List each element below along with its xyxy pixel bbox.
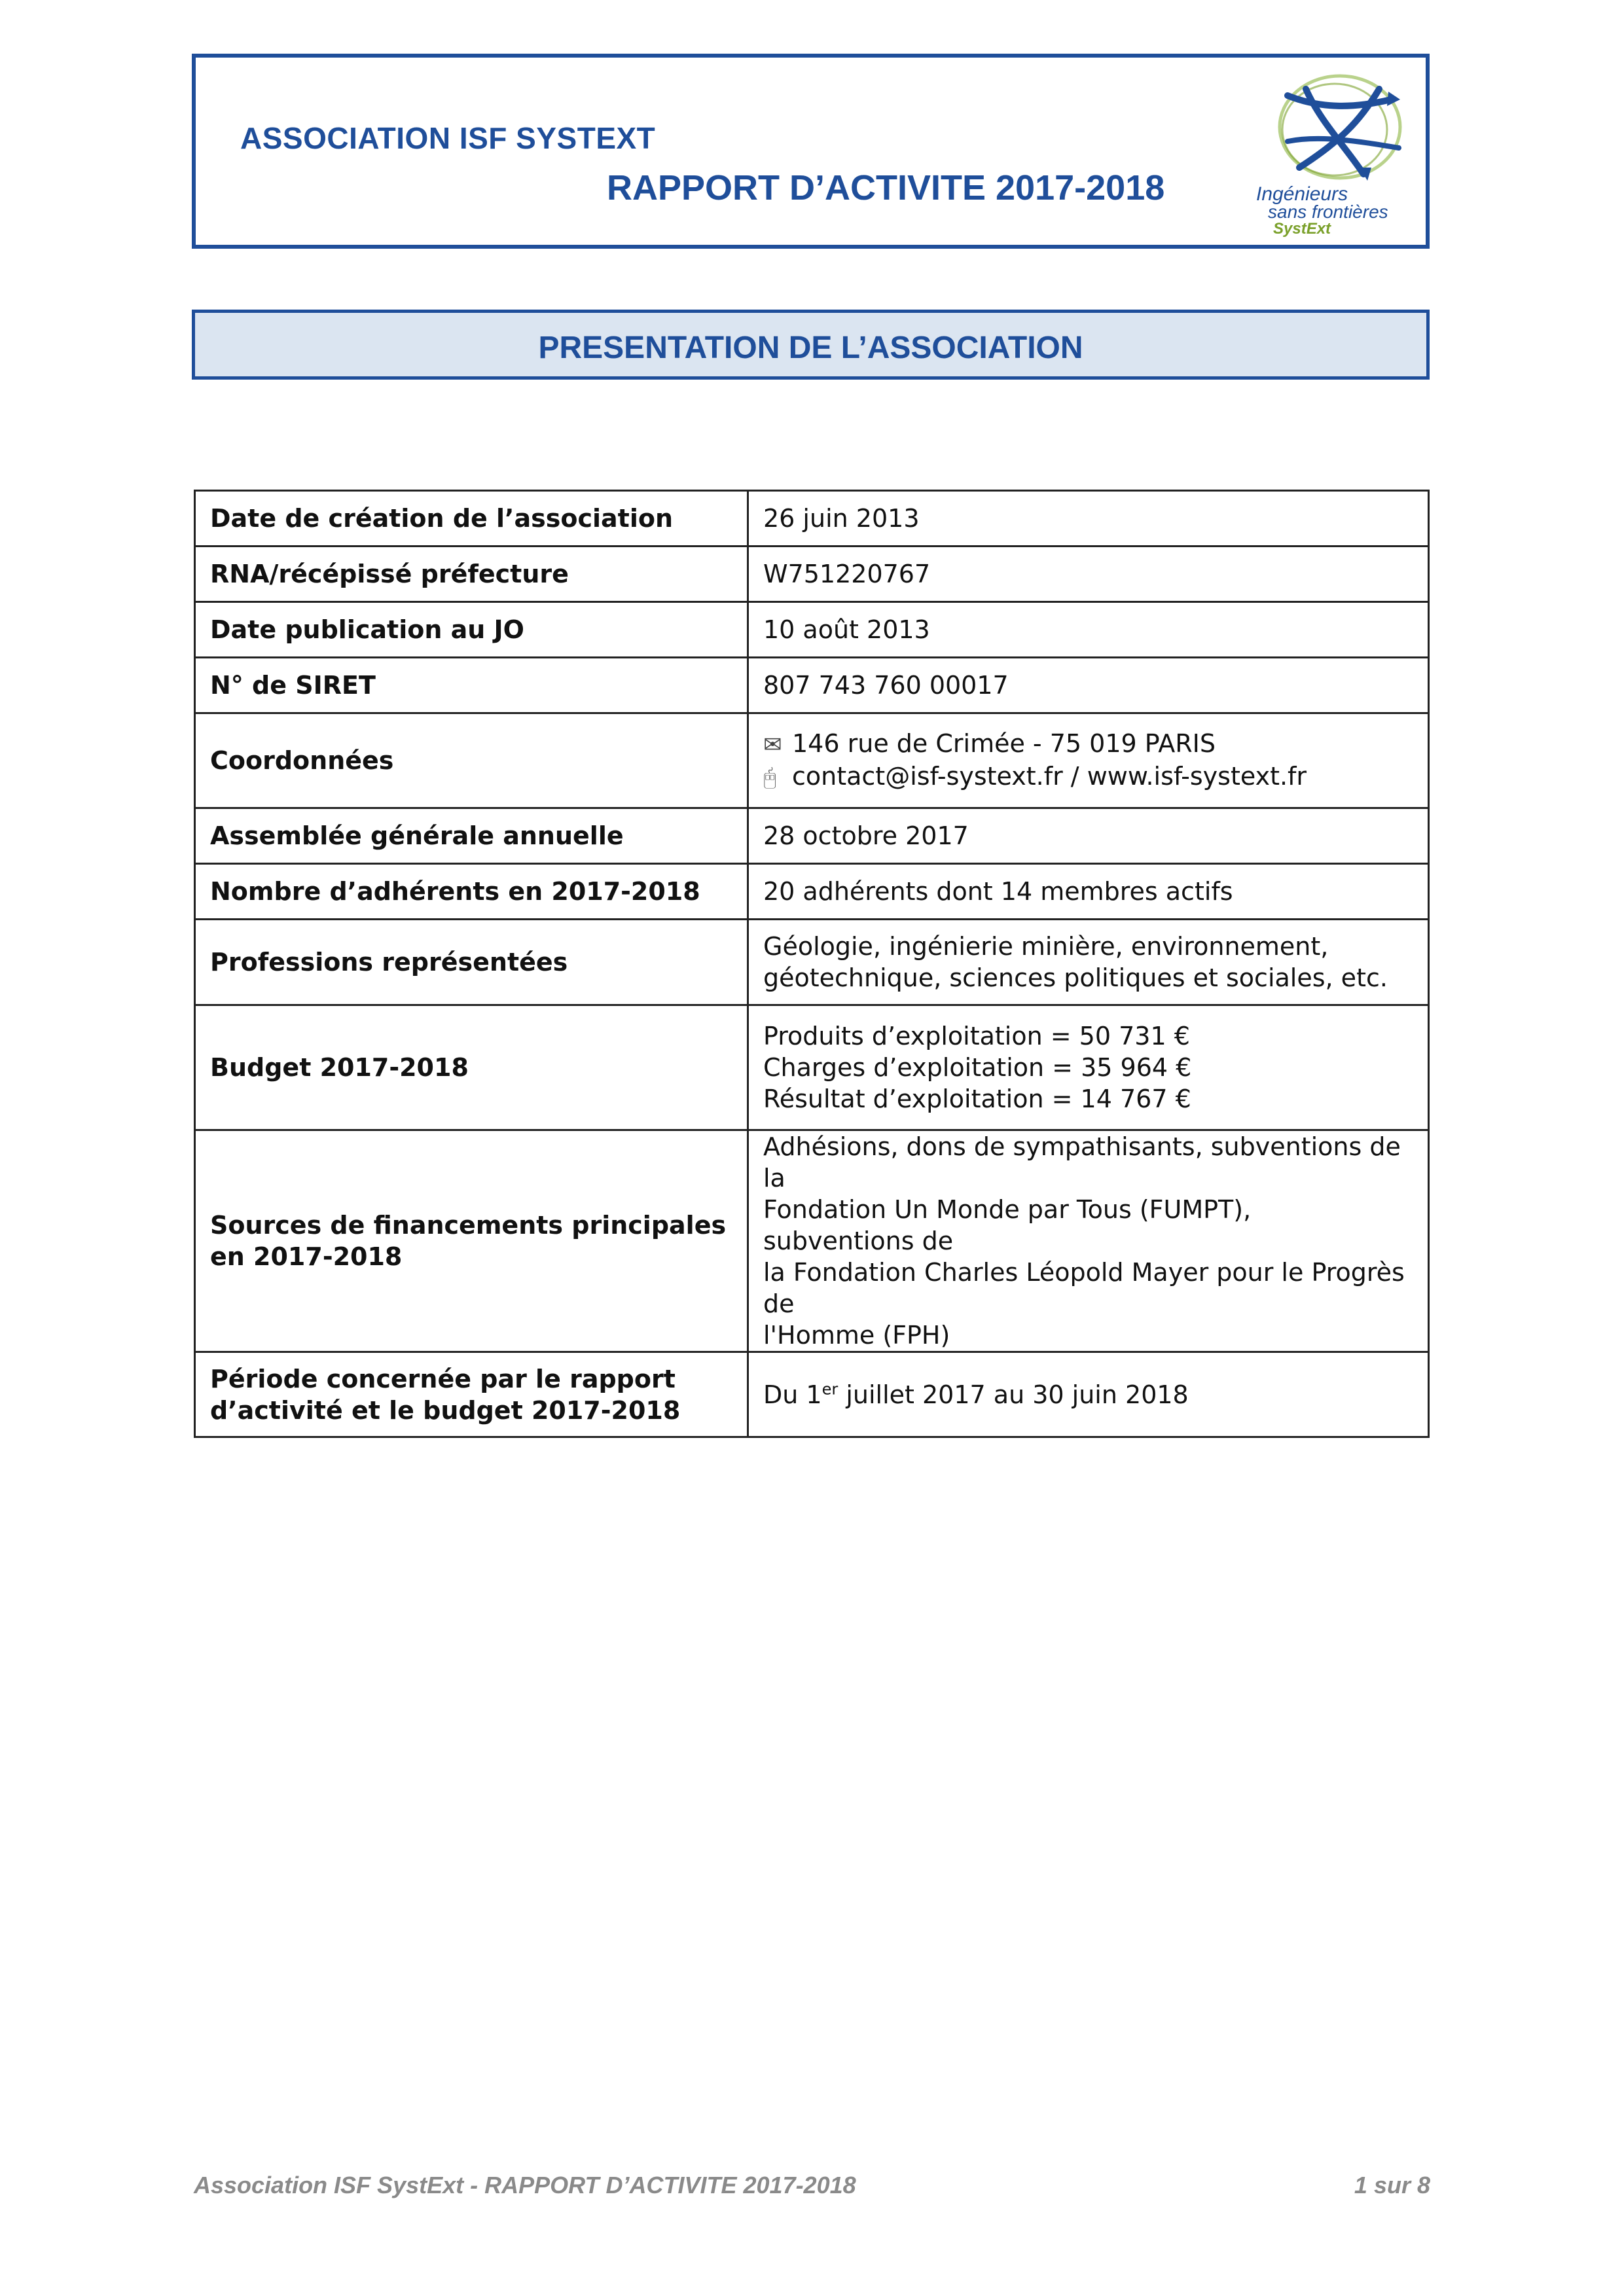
- value-line: l'Homme (FPH): [763, 1321, 950, 1350]
- isf-systext-logo: [1248, 69, 1416, 241]
- table-row: [195, 713, 1429, 808]
- value-line: Produits d’exploitation = 50 731 €: [763, 1022, 1190, 1050]
- row-value: 28 octobre 2017: [748, 808, 1429, 864]
- table-row: [195, 1005, 1429, 1130]
- value-line: Charges d’exploitation = 35 964 €: [763, 1053, 1192, 1082]
- table-row: [195, 920, 1429, 1005]
- report-title: RAPPORT D’ACTIVITE 2017-2018: [607, 168, 1165, 207]
- row-label: Professions représentées: [195, 920, 748, 1005]
- table-row: [195, 658, 1429, 713]
- row-value: 26 juin 2013: [748, 491, 1429, 547]
- table-row: [195, 602, 1429, 658]
- association-name: ASSOCIATION ISF SYSTEXT: [240, 121, 656, 155]
- row-value: 20 adhérents dont 14 membres actifs: [748, 864, 1429, 920]
- row-label: RNA/récépissé préfecture: [195, 547, 748, 602]
- row-label: Date de création de l’association: [195, 491, 748, 547]
- row-label: Budget 2017-2018: [195, 1005, 748, 1130]
- period-rest: juillet 2017 au 30 juin 2018: [838, 1380, 1189, 1409]
- logo-text-line2: sans frontières: [1268, 202, 1388, 222]
- row-label: Date publication au JO: [195, 602, 748, 658]
- row-label: Coordonnées: [195, 713, 748, 808]
- report-header: [192, 54, 1430, 249]
- section-title: PRESENTATION DE L’ASSOCIATION: [538, 331, 1083, 365]
- period-start: Du 1: [763, 1380, 822, 1409]
- row-value: 10 août 2013: [748, 602, 1429, 658]
- value-line: Résultat d’exploitation = 14 767 €: [763, 1085, 1191, 1113]
- row-label: [195, 1352, 748, 1437]
- table-row: [195, 808, 1429, 864]
- label-line: Période concernée par le rapport: [210, 1364, 676, 1393]
- table-row: [195, 1130, 1429, 1352]
- value-line: Adhésions, dons de sympathisants, subventions de la: [763, 1132, 1401, 1193]
- row-label: Assemblée générale annuelle: [195, 808, 748, 864]
- value-line: Géologie, ingénierie minière, environnement,: [763, 932, 1329, 961]
- row-value: W751220767: [748, 547, 1429, 602]
- footer-title: Association ISF SystExt - RAPPORT D’ACTIVITE 2017-2018: [194, 2172, 856, 2198]
- row-value: [748, 713, 1429, 808]
- label-line: d’activité et le budget 2017-2018: [210, 1395, 681, 1425]
- table-row: [195, 547, 1429, 602]
- envelope-icon: ✉: [763, 732, 782, 758]
- value-line: la Fondation Charles Léopold Mayer pour le Progrès de: [763, 1258, 1405, 1318]
- logo-text-line3: SystExt: [1273, 220, 1331, 238]
- address-text: 146 rue de Crimée - 75 019 PARIS: [792, 729, 1216, 758]
- logo-text-line1: Ingénieurs: [1256, 183, 1348, 205]
- row-label: [195, 1130, 748, 1352]
- contact-text[interactable]: contact@isf-systext.fr / www.isf-systext.fr: [792, 762, 1307, 791]
- table-row: [195, 864, 1429, 920]
- contact-line: [763, 761, 1408, 793]
- table-row: [195, 1352, 1429, 1437]
- value-line: Fondation Un Monde par Tous (FUMPT), subventions de: [763, 1195, 1252, 1255]
- address-line: [763, 728, 1408, 761]
- page-number: 1 sur 8: [1354, 2172, 1430, 2198]
- row-label: N° de SIRET: [195, 658, 748, 713]
- mouse-icon: 🖰: [763, 764, 777, 791]
- value-line: géotechnique, sciences politiques et sociales, etc.: [763, 963, 1388, 992]
- row-value: 807 743 760 00017: [748, 658, 1429, 713]
- ordinal-suffix: er: [821, 1379, 839, 1398]
- row-value: [748, 1130, 1429, 1352]
- row-label: Nombre d’adhérents en 2017-2018: [195, 864, 748, 920]
- row-value: [748, 1005, 1429, 1130]
- section-banner: [192, 310, 1430, 380]
- association-info-table: [194, 490, 1430, 1438]
- row-value: [748, 920, 1429, 1005]
- label-line: Sources de financements principales: [210, 1211, 727, 1240]
- row-value: [748, 1352, 1429, 1437]
- star-logo-icon: [1248, 69, 1416, 187]
- table-row: [195, 491, 1429, 547]
- label-line: en 2017-2018: [210, 1242, 403, 1271]
